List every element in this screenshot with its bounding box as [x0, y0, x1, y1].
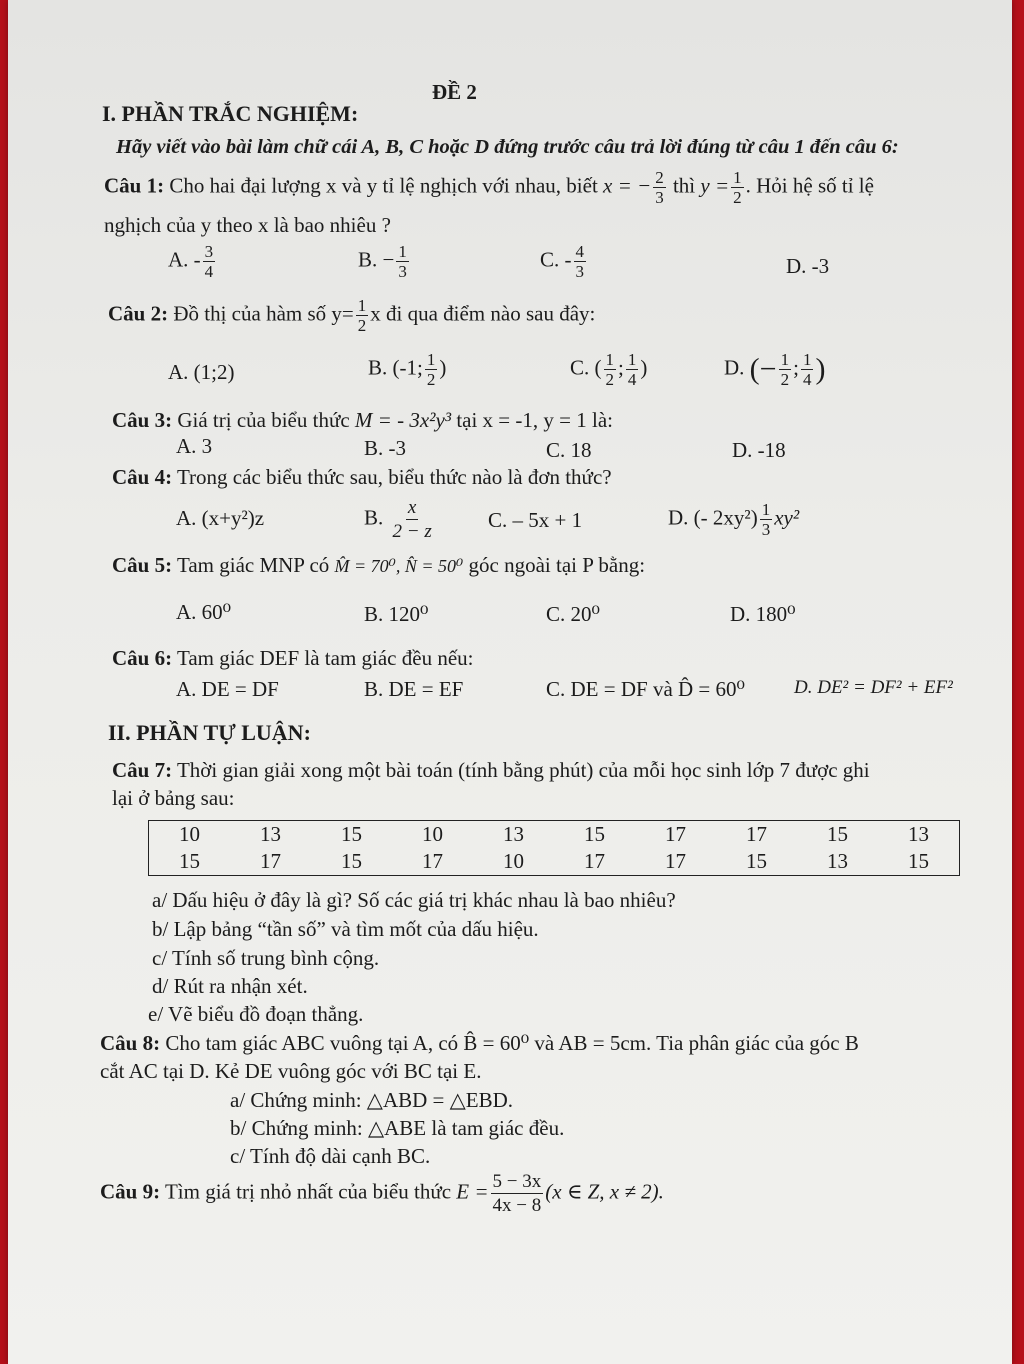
table-row: [149, 848, 960, 876]
q6-option-d: D. DE² = DF² + EF²: [794, 677, 953, 698]
q3-option-b: B. -3: [364, 436, 406, 460]
exam-paper: [8, 0, 1012, 1364]
table-cell: 13: [503, 822, 524, 846]
q2-opt-d-d2: 4: [802, 370, 812, 389]
q2-line: [108, 296, 595, 335]
q7-sub-e: e/ Vẽ biểu đồ đoạn thẳng.: [148, 1002, 364, 1026]
table-cell: 15: [179, 849, 200, 873]
q5-option-b: B. 120⁰: [364, 602, 429, 626]
q1-opt-c-den: 3: [575, 262, 584, 281]
q4-opt-b-den: 2 − z: [392, 521, 432, 542]
q6-text: Tam giác DEF là tam giác đều nếu:: [176, 646, 474, 670]
q2-opt-c-pre: C. (: [570, 355, 602, 380]
part2-title: II. PHẦN TỰ LUẬN:: [108, 720, 311, 745]
q4-opt-b-pre: B.: [364, 505, 384, 530]
table-cell: 13: [908, 822, 929, 846]
q2-opt-d-n2: 1: [802, 350, 812, 369]
q4-option-c: C. – 5x + 1: [488, 508, 583, 532]
q1-opt-b-num: 1: [398, 242, 407, 261]
q1-text-c: nghịch của y theo x là bao nhiêu ?: [104, 213, 391, 237]
instruction: Hãy viết vào bài làm chữ cái A, B, C hoặc D đứng trước câu trả lời đúng từ câu 1 đến câu 6:: [116, 136, 899, 158]
q2-opt-d-frac1: [779, 350, 792, 389]
q7-sub-b: b/ Lập bảng “tần số” và tìm mốt của dấu hiệu.: [152, 917, 539, 941]
q1-opt-a-fraction: [203, 242, 216, 281]
q2-opt-d-pre: D.: [724, 355, 745, 380]
q4-option-d: [668, 500, 799, 539]
q1-y-den: 2: [733, 188, 742, 207]
q1-text: Cho hai đại lượng x và y tỉ lệ nghịch với nhau, biết: [169, 173, 598, 198]
q3-label: Câu 3:: [112, 408, 173, 432]
q3-cond: tại x = -1, y = 1 là:: [456, 408, 613, 432]
q2-opt-b-pre: B. (-1;: [368, 355, 423, 380]
q2-opt-c-n2: 1: [627, 350, 637, 369]
q2-fraction: [356, 296, 369, 335]
table-cell: 10: [422, 822, 443, 846]
q8-text-b: cắt AC tại D. Kẻ DE vuông góc với BC tại E.: [100, 1059, 482, 1083]
q2-opt-c-n1: 1: [605, 350, 614, 369]
q9-line: [100, 1170, 664, 1217]
q2-opt-d-n1: 1: [780, 350, 790, 369]
q2-f-den: 2: [357, 316, 367, 335]
q2-opt-c-d2: 4: [627, 370, 637, 389]
q1-x-den: 3: [655, 188, 664, 207]
q8-text-a: Cho tam giác ABC vuông tại A, có B̂ = 60⁰ và AB = 5cm. Tia phân giác của góc B: [165, 1031, 859, 1055]
q8-sub-a: a/ Chứng minh: △ABD = △EBD.: [230, 1088, 514, 1112]
table-cell: 15: [746, 849, 767, 873]
q8-sub-c: c/ Tính độ dài cạnh BC.: [230, 1144, 431, 1168]
q1-x-num: 2: [655, 168, 664, 187]
q7-sub-d: d/ Rút ra nhận xét.: [152, 974, 308, 998]
exam-title: ĐỀ 2: [432, 80, 477, 104]
q2-opt-c-d1: 2: [605, 370, 614, 389]
q3-option-a: A. 3: [176, 434, 213, 458]
q3-expr: M = - 3x²y³: [354, 408, 452, 432]
q2-opt-b-fraction: [425, 350, 438, 389]
q5-option-c: C. 20⁰: [546, 602, 600, 626]
q4-opt-b-fraction: [391, 496, 434, 543]
q1-y-eq: y =: [700, 173, 730, 198]
table-cell: 10: [503, 849, 524, 873]
q1-x-eq: x = −: [603, 173, 652, 198]
q2-option-b: [368, 350, 446, 389]
q8-label: Câu 8:: [100, 1031, 161, 1055]
q1-opt-b-fraction: [396, 242, 409, 281]
q2-option-c: [570, 350, 647, 389]
q4-opt-b-num: x: [407, 497, 417, 518]
table-cell: 15: [908, 849, 929, 873]
q2-option-d: [724, 350, 825, 389]
q5-line: [112, 553, 645, 578]
q2-label: Câu 2:: [108, 301, 169, 326]
q1-option-c: [540, 242, 588, 281]
q1-opt-b-label: B. −: [358, 247, 395, 272]
q4-line: [112, 465, 612, 490]
q2-opt-c-frac1: [604, 350, 617, 389]
q9-label: Câu 9:: [100, 1179, 161, 1204]
table-cell: 17: [665, 822, 686, 846]
q1-y-num: 1: [733, 168, 742, 187]
q4-text: Trong các biểu thức sau, biểu thức nào là đơn thức?: [176, 465, 612, 489]
q7-data-table: [148, 820, 960, 876]
q2-opt-d-close: ): [815, 352, 826, 386]
q1-opt-a-den: 4: [204, 262, 214, 281]
q4-opt-d-fraction: [760, 500, 773, 539]
q1-opt-b-den: 3: [398, 262, 407, 281]
q7-label: Câu 7:: [112, 758, 173, 782]
q2-opt-c-frac2: [626, 350, 639, 389]
q3-option-c: C. 18: [546, 438, 592, 462]
q1-line1: [104, 168, 874, 207]
q9-text: Tìm giá trị nhỏ nhất của biểu thức: [164, 1179, 452, 1204]
q1-opt-a-label: A. -: [168, 247, 201, 272]
q4-option-b: [364, 496, 436, 543]
q9-e-eq: E =: [456, 1179, 489, 1204]
table-row: [149, 821, 960, 849]
q1-opt-c-label: C. -: [540, 247, 572, 272]
q5-angles: M̂ = 70⁰, N̂ = 50⁰: [334, 556, 464, 576]
q2-opt-d-sep: ;: [793, 355, 799, 380]
q2-opt-b-post: ): [439, 355, 447, 380]
table-cell: 15: [584, 822, 605, 846]
q7-text-b: lại ở bảng sau:: [112, 786, 235, 810]
table-cell: 10: [179, 822, 200, 846]
q2-f-num: 1: [357, 296, 367, 315]
q2-opt-c-sep: ;: [618, 355, 624, 380]
q1-mid: thì: [672, 173, 696, 198]
q2-opt-c-post: ): [640, 355, 648, 380]
q6-option-c: C. DE = DF và D̂ = 60⁰: [546, 677, 745, 701]
q2-opt-b-num: 1: [426, 350, 436, 369]
q4-opt-d-pre: D. (- 2xy²): [668, 505, 758, 530]
q1-opt-c-num: 4: [575, 242, 584, 261]
q1-option-a: [168, 242, 217, 281]
q9-e-cond: (x ∈ Z, x ≠ 2).: [545, 1179, 664, 1204]
q1-label: Câu 1:: [104, 173, 165, 198]
q4-label: Câu 4:: [112, 465, 173, 489]
q7-text-a: Thời gian giải xong một bài toán (tính bằng phút) của mỗi học sinh lớp 7 được ghi: [176, 758, 870, 782]
q6-line: [112, 646, 473, 671]
q2-text-a: Đồ thị của hàm số y=: [173, 301, 354, 326]
q8-line1: [100, 1031, 859, 1056]
q1-opt-c-fraction: [574, 242, 587, 281]
q2-opt-d-d1: 2: [780, 370, 790, 389]
q2-text-b: x đi qua điểm nào sau đây:: [370, 301, 596, 326]
table-cell: 17: [584, 849, 605, 873]
q7-sub-a: a/ Dấu hiệu ở đây là gì? Số các giá trị khác nhau là bao nhiêu?: [152, 888, 676, 912]
table-cell: 15: [341, 822, 362, 846]
q1-option-b: [358, 242, 411, 281]
q9-e-den: 4x − 8: [492, 1195, 542, 1216]
q4-opt-d-den: 3: [761, 520, 771, 539]
part1-title: I. PHẦN TRẮC NGHIỆM:: [102, 101, 359, 126]
q5-text-a: Tam giác MNP có: [176, 553, 330, 577]
q3-option-d: D. -18: [732, 438, 786, 462]
q5-label: Câu 5:: [112, 553, 173, 577]
q4-opt-d-num: 1: [761, 500, 771, 519]
q7-table-body: [149, 821, 960, 876]
q7-sub-c: c/ Tính số trung bình cộng.: [152, 946, 380, 970]
q1-option-d: D. -3: [786, 254, 830, 278]
q9-e-num: 5 − 3x: [492, 1171, 542, 1192]
q6-option-a: A. DE = DF: [176, 677, 279, 701]
q5-text-b: góc ngoài tại P bằng:: [468, 553, 646, 577]
q2-opt-d-frac2: [801, 350, 814, 389]
q2-opt-d-open: (−: [749, 352, 777, 386]
table-cell: 17: [260, 849, 281, 873]
q6-label: Câu 6:: [112, 646, 173, 670]
table-cell: 13: [260, 822, 281, 846]
q2-option-a: A. (1;2): [168, 360, 235, 384]
q1-text-b: . Hỏi hệ số tỉ lệ: [745, 173, 874, 198]
q5-option-d: D. 180⁰: [730, 602, 796, 626]
q8-sub-b: b/ Chứng minh: △ABE là tam giác đều.: [230, 1116, 565, 1140]
q5-option-a: A. 60⁰: [176, 600, 232, 624]
q9-fraction: [491, 1170, 544, 1217]
table-cell: 15: [827, 822, 848, 846]
q4-opt-d-post: xy²: [774, 505, 800, 530]
table-cell: 17: [746, 822, 767, 846]
q3-text: Giá trị của biểu thức: [177, 408, 350, 432]
q3-line: [112, 408, 613, 433]
q4-option-a: A. (x+y²)z: [176, 506, 265, 530]
table-cell: 15: [341, 849, 362, 873]
table-cell: 17: [422, 849, 443, 873]
q1-x-fraction: [653, 168, 666, 207]
q6-option-b: B. DE = EF: [364, 677, 464, 701]
q1-opt-a-num: 3: [204, 242, 214, 261]
q2-opt-b-den: 2: [426, 370, 436, 389]
q1-y-fraction: [731, 168, 744, 207]
table-cell: 13: [827, 849, 848, 873]
table-cell: 17: [665, 849, 686, 873]
q7-line1: [112, 758, 870, 783]
